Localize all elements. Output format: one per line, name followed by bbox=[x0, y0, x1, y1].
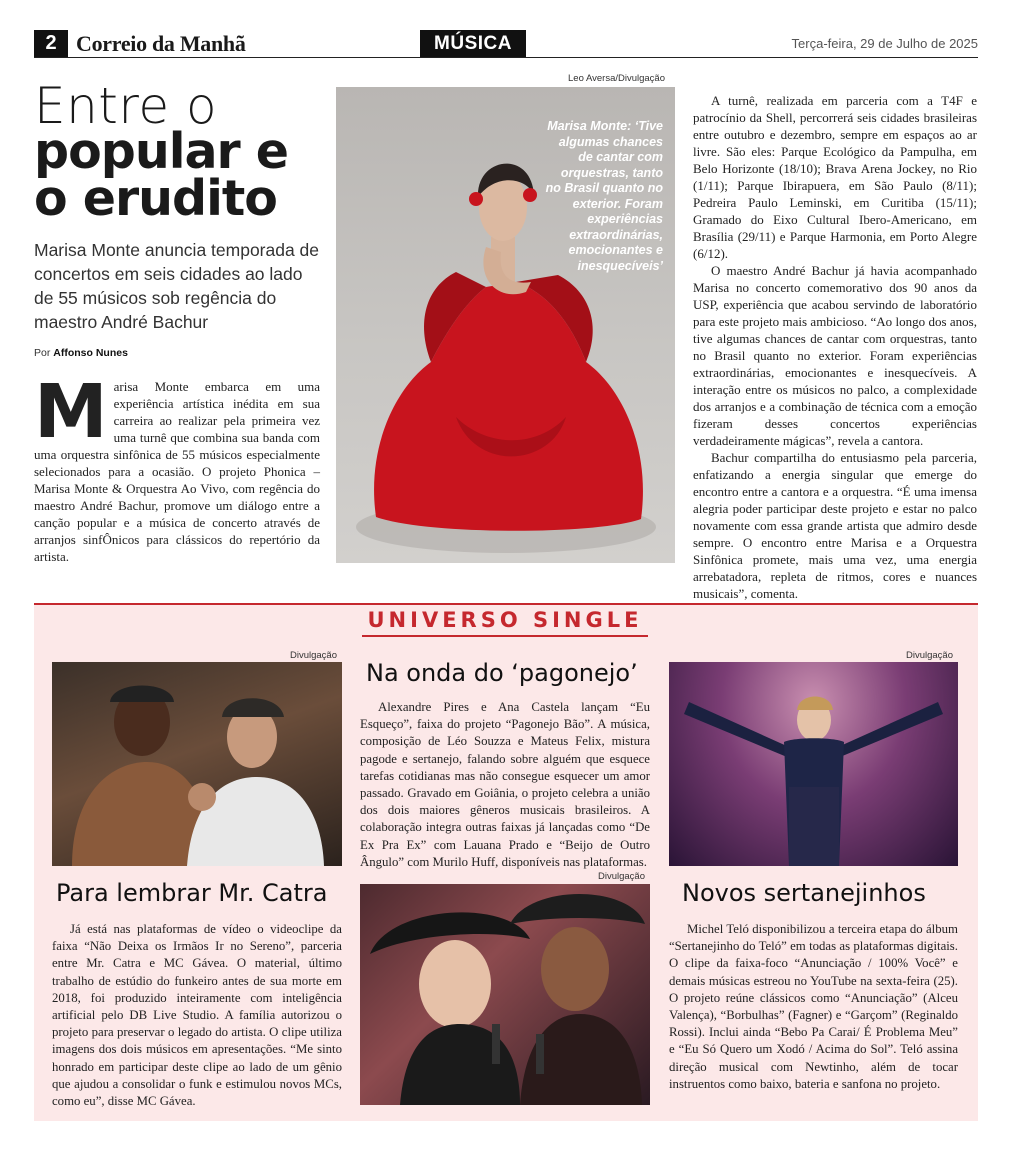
section-label: MÚSICA bbox=[420, 30, 526, 57]
article-paragraph: O maestro André Bachur já havia acompanhado Marisa no concerto comemorativo dos 90 anos da USP, experiência que acabou servindo de laboratório para este projeto mais ambicioso. “Ao longo dos anos, tive algumas chances de cantar com orquestras, tanto no Brasil quanto no exterior. Foram experiências extraordinárias, emocionantes e inesquecíveis. A interação entre os músicos no palco, a complexidade dos arranjos e a combinação de técnica com a emoção fizeram desses concertos experiências verdadeiramente mágicas”, revela a cantora. bbox=[693, 263, 977, 448]
newspaper-name: Correio da Manhã bbox=[76, 31, 246, 56]
right-story-text: Michel Teló disponibilizou a terceira etapa do álbum “Sertanejinho do Teló” em todas as plataformas digitais. O clipe da faixa-foco “Anunciação / 100% Você” e demais músicas estreou no YouTube na sexta-feira (25). O projeto reúne clássicos como “Anunciação” (Alceu Valença), “Borbulhas” (Fagner) e “Garçom” (Reginaldo Rossi). Inclui ainda “Bebo Pa Carai/ É Problema Meu” e “Eu Só Quero um Xodó / Acima do Sol”. Teló assina direção musical com Newtinho, além de tocar instruentos como baixo, bateria e sanfona no projeto. bbox=[669, 922, 958, 1091]
center-story-text: Alexandre Pires e Ana Castela lançam “Eu Esqueço”, faixa do projeto “Pagonejo Bão”. A música, composição de Léo Souzza e Mateus Felix, mistura pagode e sertanejo, falando sobre alguém que esquece tarefas cotidianas mas não consegue esquecer um amor passado. Gravado em Goiânia, o projeto celebra a união dos dois maiores gêneros musicais brasileiros. A colaboração integra outras faixas já lançadas como “De Ex Pra Ex” com Lauana Prado e “Beijo de Outro Ângulo” com Murilo Huff, disponíveis nas plataformas. bbox=[360, 700, 650, 869]
byline-prefix: Por bbox=[34, 347, 51, 359]
left-story-text: Já está nas plataformas de vídeo o videoclipe da faixa “Não Deixa os Irmãos Ir no Sereno”, parceria entre Mr. Catra e MC Gávea. O material, último trabalho de estúdio do funkeiro antes de sua morte em 2018, foi produzido inteiramente com inteligência artificial pelo DB Live Studio. A família autorizou o projeto para preservar o legado do artista. O clipe utiliza imagens dos dois músicos em apresentações. “Me sinto honrado em participar deste clipe ao lado de um gênio que ajudou a consolidar o funk e estimulou novos MCs, como eu”, disse MC Gávea. bbox=[52, 922, 342, 1109]
musicians-illustration bbox=[52, 662, 342, 866]
article-paragraph: A turnê, realizada em parceria com a T4F e patrocínio da Shell, percorrerá seis cidades brasileiras entre outubro e dezembro, sempre em espaços ao ar livre. São eles: Parque Ecológico da Pampulha, em Belo Horizonte (18/10); Brava Arena Jockey, no Rio (1/11); Parque Ibirapuera, em São Paulo (8/11); Pedreira Paulo Leminski, em Curitiba (15/11); Gramado do Eixo Cultural Ibero-Americano, em Brasília (29/11) e Parque Harmonia, em Porto Alegre (6/12). bbox=[693, 93, 977, 261]
center-story bbox=[360, 699, 650, 871]
universo-single-title: UNIVERSO SINGLE bbox=[362, 605, 648, 637]
publication-date: Terça-feira, 29 de Julho de 2025 bbox=[791, 36, 978, 51]
page-header bbox=[34, 30, 978, 58]
duo-illustration bbox=[360, 884, 650, 1105]
headline-bold-line-1: popular e bbox=[34, 123, 289, 180]
article-deck: Marisa Monte anuncia temporada de concertos em seis cidades ao lado de 55 músicos sob regência do maestro André Bachur bbox=[34, 240, 320, 332]
article-paragraph: arisa Monte embarca em uma experiência artística inédita em sua carreira ao realizar pela primeira vez uma turnê que combina sua banda com uma orquestra sinfônica de 55 músicos especialmente selecionados para a ocasião. O projeto Phonica – Marisa Monte & Orquestra Ao Vivo, com regência do maestro André Bachur, promove um diálogo entre a canção popular e a música de concerto através de arranjos sinfÔnicos para clássicos do repertório da artista. bbox=[34, 379, 320, 564]
photo-credit: Divulgação bbox=[290, 650, 337, 661]
marisa-monte-photo bbox=[336, 87, 675, 563]
pagonejo-photo bbox=[360, 884, 650, 1105]
photo-credit: Leo Aversa/Divulgação bbox=[568, 73, 665, 84]
article-column-1 bbox=[34, 369, 320, 565]
performer-illustration bbox=[669, 662, 958, 866]
photo-credit: Divulgação bbox=[906, 650, 953, 661]
center-headline: Na onda do ‘pagonejo’ bbox=[366, 659, 638, 687]
right-headline: Novos sertanejinhos bbox=[682, 879, 926, 907]
article-paragraph: Bachur compartilha do entusiasmo pela parceria, enfatizando a energia singular que emerge do encontro entre a cantora e a orquestra. “É uma imensa alegria poder participar deste projeto e estar no palco novamente com essa grande artista que admiro desde sempre. O encontro entre Marisa e a Orquestra Sinfônica promete, mais uma vez, uma energia arrebatadora, repleta de ritmos, cores e nuances musicais”, comenta. bbox=[693, 450, 977, 601]
drop-cap: M bbox=[34, 369, 108, 455]
left-headline: Para lembrar Mr. Catra bbox=[56, 879, 328, 907]
photo-caption: Marisa Monte: ‘Tive algumas chances de cantar com orquestras, tanto no Brasil quanto no exterior. Foram experiências extraordinárias, emocionantes e inesquecíveis’ bbox=[545, 119, 663, 273]
michel-telo-photo bbox=[669, 662, 958, 866]
right-story bbox=[669, 921, 958, 1093]
page-number: 2 bbox=[34, 30, 68, 57]
byline bbox=[34, 347, 128, 359]
photo-credit: Divulgação bbox=[598, 871, 645, 882]
article-column-3 bbox=[693, 92, 977, 602]
byline-author: Affonso Nunes bbox=[53, 347, 128, 359]
headline-bold-line-2: o erudito bbox=[34, 170, 277, 227]
mr-catra-photo bbox=[52, 662, 342, 866]
left-story bbox=[52, 921, 342, 1110]
headline-light: Entre o bbox=[34, 77, 218, 135]
headline-bold bbox=[34, 123, 289, 227]
